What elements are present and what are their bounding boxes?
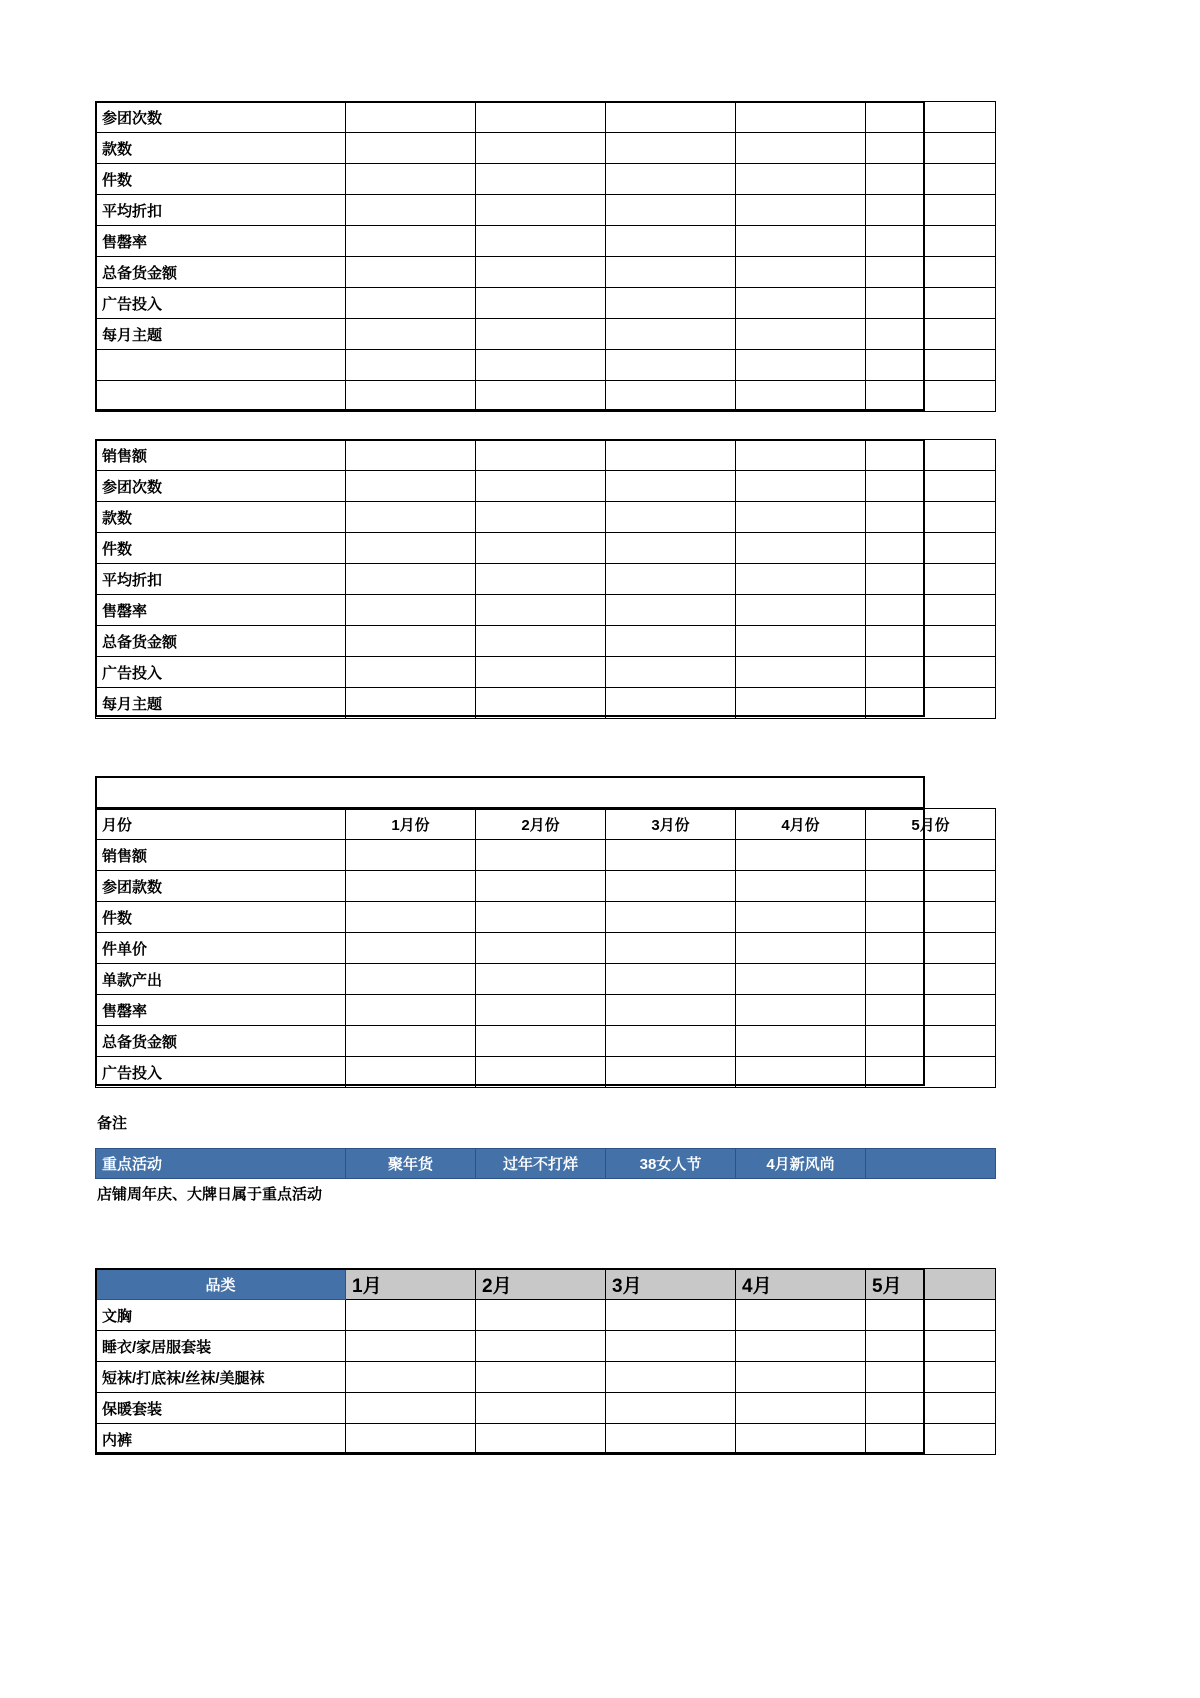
key-activity-month-5[interactable] <box>866 1149 996 1179</box>
category-header-month-5: 5月 <box>866 1269 996 1300</box>
row-label: 保暖套装 <box>96 1393 346 1424</box>
row-label: 平均折扣 <box>96 195 346 226</box>
key-activity-month-4[interactable]: 4月新风尚 <box>736 1149 866 1179</box>
category-header-month-1: 1月 <box>346 1269 476 1300</box>
key-activity-month-3[interactable]: 38女人节 <box>606 1149 736 1179</box>
row-label: 件数 <box>96 533 346 564</box>
row-label: 售罄率 <box>96 595 346 626</box>
key-activity-month-2[interactable]: 过年不打烊 <box>476 1149 606 1179</box>
category-header-month-2: 2月 <box>476 1269 606 1300</box>
row-label: 每月主题 <box>96 319 346 350</box>
row-label: 件数 <box>96 164 346 195</box>
key-activity-table <box>95 1148 996 1179</box>
row-label: 参团款数 <box>96 871 346 902</box>
row-label: 平均折扣 <box>96 564 346 595</box>
category-header-label: 品类 <box>96 1269 346 1300</box>
table-outer-border-bottom <box>95 808 925 1086</box>
row-label: 月份 <box>96 809 346 840</box>
row-label: 件单价 <box>96 933 346 964</box>
row-label: 每月主题 <box>96 688 346 719</box>
key-activity-label: 重点活动 <box>96 1149 346 1179</box>
row-label: 总备货金额 <box>96 1026 346 1057</box>
row-label: 广告投入 <box>96 657 346 688</box>
row-label: 款数 <box>96 502 346 533</box>
column-header-month-5: 5月份 <box>866 809 996 840</box>
row-label: 参团次数 <box>96 471 346 502</box>
column-header-month-3: 3月份 <box>606 809 736 840</box>
row-label: 单款产出 <box>96 964 346 995</box>
row-label: 广告投入 <box>96 1057 346 1088</box>
row-label: 销售额 <box>96 440 346 471</box>
row-label: 件数 <box>96 902 346 933</box>
notes-text: 店铺周年庆、大牌日属于重点活动 <box>97 1186 323 1203</box>
row-label: 售罄率 <box>96 995 346 1026</box>
row-label: 参团次数 <box>96 102 346 133</box>
row-label: 款数 <box>96 133 346 164</box>
column-header-month-4: 4月份 <box>736 809 866 840</box>
row-label: 总备货金额 <box>96 257 346 288</box>
row-label: 睡衣/家居服套装 <box>96 1331 346 1362</box>
spacer-row <box>95 776 925 808</box>
row-label: 短袜/打底袜/丝袜/美腿袜 <box>96 1362 346 1393</box>
table-row <box>96 1149 996 1179</box>
column-header-month-1: 1月份 <box>346 809 476 840</box>
row-label: 广告投入 <box>96 288 346 319</box>
row-label: 文胸 <box>96 1300 346 1331</box>
column-header-month-2: 2月份 <box>476 809 606 840</box>
row-label: 售罄率 <box>96 226 346 257</box>
row-label: 销售额 <box>96 840 346 871</box>
category-header-month-3: 3月 <box>606 1269 736 1300</box>
table-outer-border-top <box>95 101 925 411</box>
category-header-month-4: 4月 <box>736 1269 866 1300</box>
row-label: 内裤 <box>96 1424 346 1455</box>
category-table-outer-border <box>95 1268 925 1454</box>
table-outer-border-middle <box>95 439 925 717</box>
row-label: 总备货金额 <box>96 626 346 657</box>
key-activity-month-1[interactable]: 聚年货 <box>346 1149 476 1179</box>
notes-label: 备注 <box>97 1115 128 1132</box>
